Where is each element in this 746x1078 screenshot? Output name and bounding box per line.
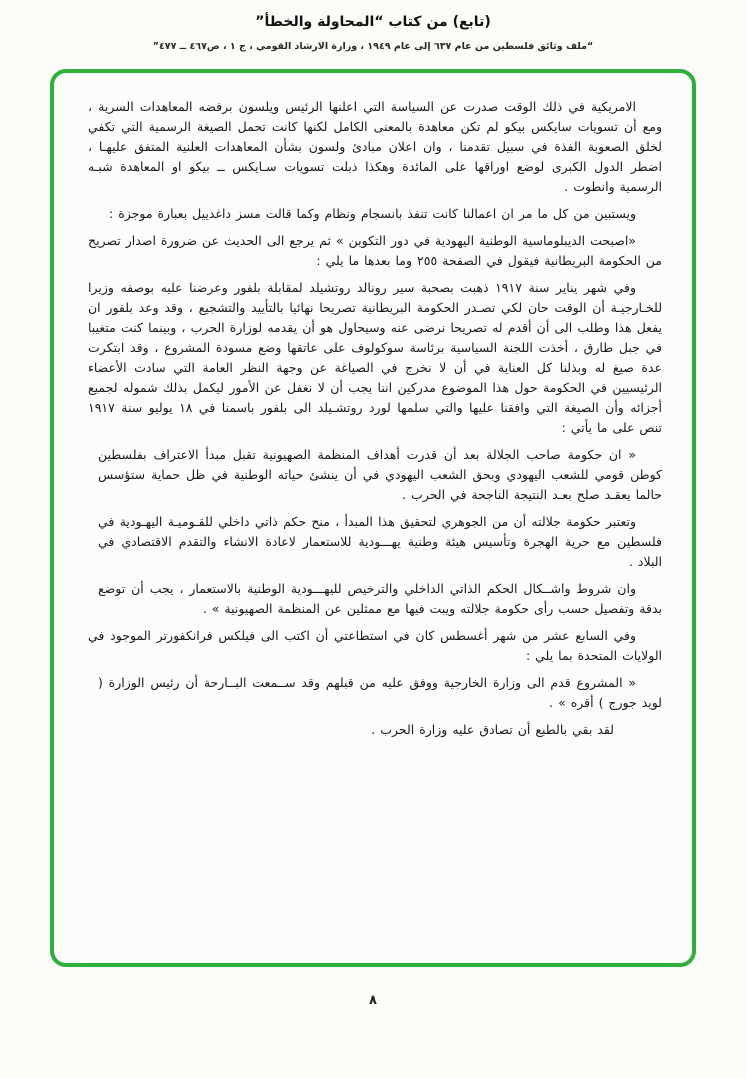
quoted-declaration-paragraph: « ان حكومة صاحب الجلالة بعد أن قدرت أهداف المنظمة الصهيونية تقبل مبدأ الاعتراف بفلسطين كوطن قومي للشعب اليهودي وبحق الشعب اليهودي في أن ينشئ حياته الوطنية في ظل حماية ستؤسس حالما يعقـد صلح بعـد النتيجة الناجحة في الحرب . xyxy=(98,447,662,502)
paragraph: وفي السابع عشر من شهر أغسطس كان في استطاعتي أن اكتب الى فيلكس فرانكفورتر الموجود في الولايات المتحدة بما يلي : xyxy=(88,628,662,663)
paragraph: ويستبين من كل ما مر ان اعمالنا كانت تنفذ بانسجام ونظام وكما قالت مسز داغدييل بعبارة موجزة : xyxy=(109,206,636,221)
paragraph: لقد بقي بالطبع أن تصادق عليه وزارة الحرب . xyxy=(371,722,614,737)
paragraph: «اصبحت الديبلوماسية الوطنية اليهودية في دور التكوين » ثم يرجع الى الحديث عن ضرورة اصدار تصريح من الحكومة البريطانية فيقول في الصفحة ٢٥٥ وما بعدها ما يلي : xyxy=(88,233,662,268)
quoted-declaration-paragraph: وان شروط واشــكال الحكم الذاتي الداخلي والترخيص لليهـــودية الوطنية بالاستعمار ، يجب أن توضع بدقة وتفصيل حسب رأى حكومة جلالته ويبت فيها مع ممثلين عن المنظمة الصهيونية » . xyxy=(98,581,662,616)
source-citation: “ملف وثائق فلسطين من عام ٦٣٧ إلى عام ١٩٤٩ ، وزارة الارشاد القومي ، ج ١ ، ص٤٦٧ ــ ٤٧٧” xyxy=(152,41,594,52)
quoted-letter-paragraph: « المشروع قدم الى وزارة الخارجية ووفق عليه من قبلهم وقد ســمعت البــارحة أن رئيس الوزارة ( لويد جورج ) أقره » . xyxy=(98,675,662,710)
paragraph: وفي شهر يناير سنة ١٩١٧ ذهبت بصحبة سير رونالد روتشيلد لمقابلة بلفور وعرضنا عليه بوصفه وزيرا للخـارجيـة أن الوقت حان لكي تصـدر الحكومة البريطانية تصريحا نهائيا بالتأييد والتشجيع ، وقد وعد بلفور ان يفعل هذا وطلب الى أن أقدم له تصريحا نرضى عنه وسيحاول هو أن يقدمه لوزارة الحرب ، وبينما كنت متغيبا في جبل طارق ، أخذت اللجنة السياسية برئاسة سوكولوف على عاتقها وضع مسودة المشروع ، وقد ابتكرت عدة صيغ له وبذلنا كل العناية في أن لا نخرج في الصياغة عن وجهة النظر العامة التي سادت الأعضاء الرئيسيين في الحكومة حول هذا الموضوع مدركين اننا يجب أن لا نغفل عن الأمور ليكمل بذلك شموله لجميع أجزائه وأن الصيغة التي وافقنا عليها والتي سلمها لورد روتشـيلد الى بلفور باسمنا في ١٨ يوليو سنة ١٩١٧ تنص على ما يأتي : xyxy=(88,280,663,435)
quoted-declaration-paragraph: وتعتبر حكومة جلالته أن من الجوهري لتحقيق هذا المبدأ ، منح حكم ذاتي داخلي للقـوميـة اليهـودية في فلسطين مع حرية الهجرة وتأسيس هيئة وطنية يهـــودية للاستعمار لاعادة الانشاء والتقدم الاقتصادي في البلاد . xyxy=(98,514,662,569)
document-frame xyxy=(50,69,696,967)
book-title: (تابع) من كتاب “المحاولة والخطأ” xyxy=(255,14,491,30)
page-number: ٨ xyxy=(369,993,377,1008)
paragraph: الامريكية في ذلك الوقت صدرت عن السياسة التي اعلنها الرئيس ويلسون برفضه المعاهدات السرية ، ومع أن تسويات سايكس بيكو لم تكن معاهدة بالمعنى الكامل لكنها كانت تحمل الصيغة الرسمية التي تكفي لخلق الصعوبة الفذة في سبيل تقدمنا ، وان اعلان مبادئ ولسون بشأن المعاهدات العلنية المتفق عليهـا ، اضطر الدول الكبرى لوضع اوراقها على المائدة وهكذا ذبلت تسويات سـايكس ــ بيكو او المعاهدة شبـه الرسمية وانطوت . xyxy=(88,99,662,194)
